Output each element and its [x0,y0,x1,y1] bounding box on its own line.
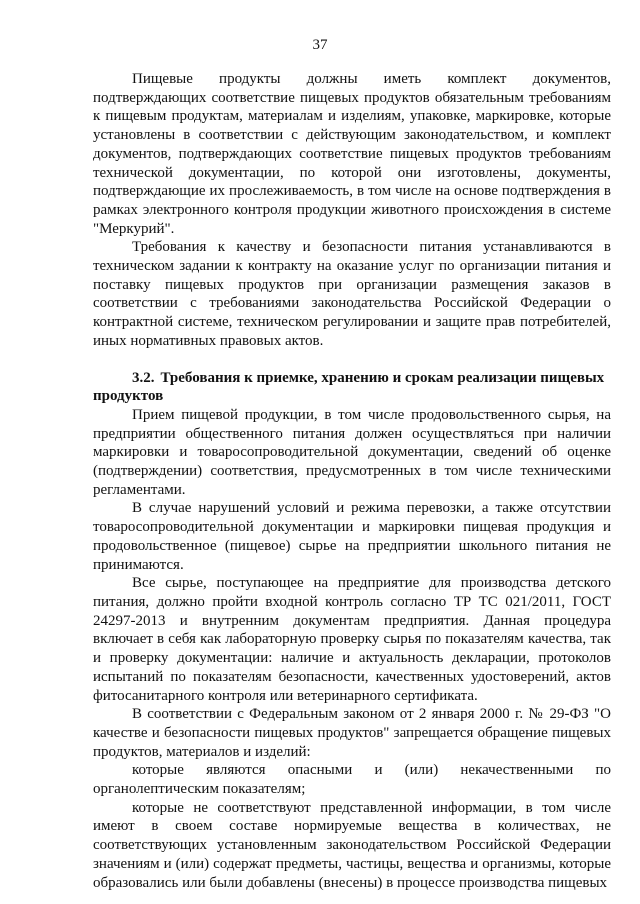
section-title: Требования к приемке, хранению и срокам реализации пищевых продуктов [93,369,605,405]
paragraph-federal-law: В соответствии с Федеральным законом от 2 января 2000 г. № 29-ФЗ "О качестве и безопасности пищевых продуктов" запрещается обращение пищевых продуктов, материалов и изделий: [93,706,611,760]
paragraph-acceptance: Прием пищевой продукции, в том числе продовольственного сырья, на предприятии общественного питания должен осуществляться при наличии маркировки и товаросопроводительной документации, сведений об оценке (подтверждении) соответствия, предусмотренных в том числе техническими регламентами. [93,406,611,498]
page-number: 37 [312,37,328,53]
paragraph-violations: В случае нарушений условий и режима перевозки, а также отсутствии товаросопроводительной документации и маркировки пищевая продукция и продовольственное (пищевое) сырье на предприятии школьного питания не принимаются. [93,500,611,573]
section-heading [93,369,611,406]
paragraph-quality-requirements: Требования к качеству и безопасности питания устанавливаются в техническом задании к контракту на оказание услуг по организации питания и поставку пищевых продуктов при организации размещения заказов в соответствии с требованиями законодательства Российской Федерации о контрактной системе, техническом регулировании и защите прав потребителей, иных нормативных правовых актов. [93,239,611,349]
paragraph-documents: Пищевые продукты должны иметь комплект документов, подтверждающих соответствие пищевых продуктов обязательным требованиям к пищевым продуктам, материалам и изделиям, упаковке, маркировке, которые установлены в соответствии с действующим законодательством, и комплект документов, подтверждающих соответствие пищевых продуктов требованиям технической документации, по которой они изготовлены, документы, подтверждающие их прослеживаемость, в том числе на основе подтверждения в рамках электронного контроля продукции животного происхождения в системе "Меркурий". [93,71,611,237]
section-gap [93,351,611,369]
document-body [93,70,611,892]
paragraph-list-item-nonconforming: которые не соответствуют представленной информации, в том числе имеют в своем составе нормируемые вещества в количествах, не соответствующих установленным законодательством Российской Федерации значениям и (или) содержат предметы, частицы, вещества и организмы, которые образовались или были добавлены (внесены) в процессе производства пищевых [93,799,611,891]
paragraph-list-item-dangerous: которые являются опасными и (или) некачественными по органолептическим показателям; [93,762,611,798]
section-number: 3.2. [132,369,155,386]
paragraph-input-control: Все сырье, поступающее на предприятие для производства детского питания, должно пройти входной контроль согласно ТР ТС 021/2011, ГОСТ 24297-2013 и внутренним документам предприятия. Данная процедура включает в себя как лабораторную проверку сырья по показателям качества, так и проверку документации: наличие и актуальность декларации, протоколов испытаний по показателям безопасности, качественных удостоверений, актов фитосанитарного контроля или ветеринарного сертификата. [93,575,611,704]
